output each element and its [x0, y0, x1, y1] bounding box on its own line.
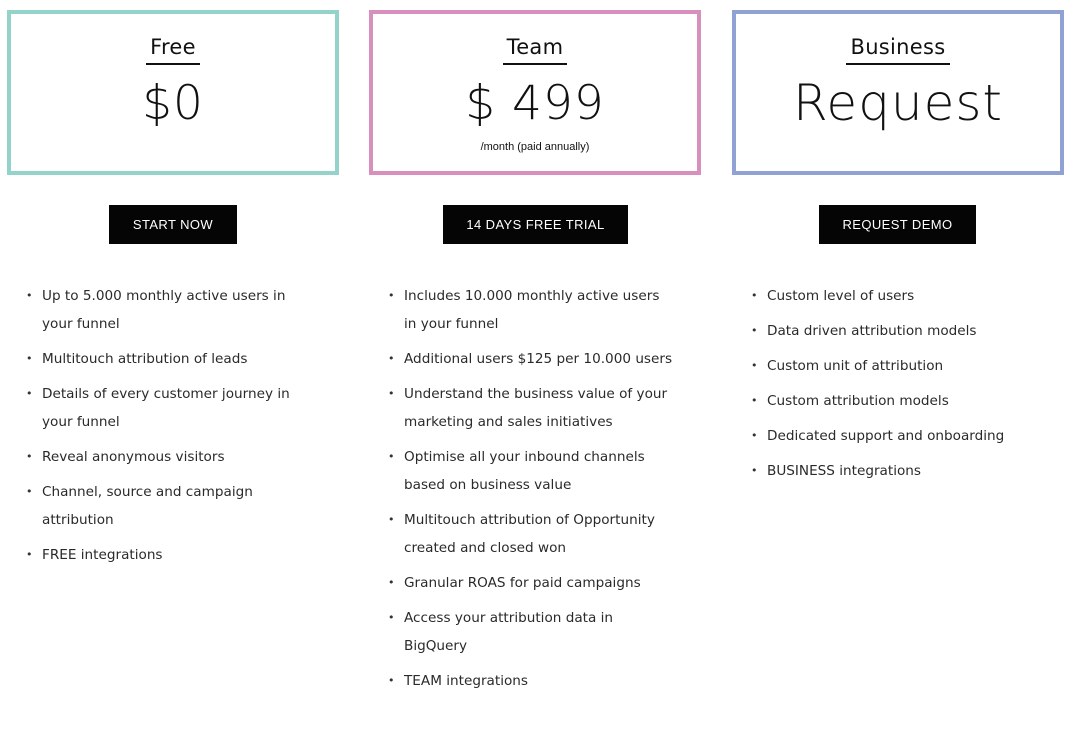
start-now-button[interactable]: START NOW	[109, 205, 237, 244]
feature-item: • Reveal anonymous visitors	[24, 443, 314, 471]
feature-item: • Understand the business value of your marketing and sales initiatives	[386, 380, 676, 436]
feature-item: • BUSINESS integrations	[749, 457, 1039, 485]
feature-list-business	[749, 282, 1039, 492]
plan-title-team: Team	[503, 37, 568, 65]
feature-item: • Channel, source and campaign attribution	[24, 478, 314, 534]
feature-item: • Optimise all your inbound channels based on business value	[386, 443, 676, 499]
plan-price-business: Request	[792, 74, 1004, 132]
plan-price-free: $0	[142, 76, 204, 131]
feature-item: • Additional users $125 per 10.000 users	[386, 345, 676, 373]
feature-item: • Access your attribution data in BigQuery	[386, 604, 676, 660]
feature-item: • Custom attribution models	[749, 387, 1039, 415]
feature-item: • Custom unit of attribution	[749, 352, 1039, 380]
feature-item: • Dedicated support and onboarding	[749, 422, 1039, 450]
feature-item: • Details of every customer journey in your funnel	[24, 380, 314, 436]
feature-item: • Up to 5.000 monthly active users in your funnel	[24, 282, 314, 338]
free-trial-button[interactable]: 14 DAYS FREE TRIAL	[443, 205, 628, 244]
price-note-team: /month (paid annually)	[480, 141, 590, 153]
feature-item: • Includes 10.000 monthly active users in your funnel	[386, 282, 676, 338]
feature-list-team	[386, 282, 676, 702]
feature-item: • Multitouch attribution of leads	[24, 345, 314, 373]
feature-item: • FREE integrations	[24, 541, 314, 569]
plan-title-business: Business	[846, 37, 949, 65]
feature-item: • Multitouch attribution of Opportunity created and closed won	[386, 506, 676, 562]
plan-price-team: $ 499	[465, 76, 605, 131]
request-demo-button[interactable]: REQUEST DEMO	[819, 205, 976, 244]
feature-item: • TEAM integrations	[386, 667, 676, 695]
plan-card-team	[369, 10, 701, 175]
plan-card-business	[732, 10, 1064, 175]
feature-item: • Custom level of users	[749, 282, 1039, 310]
plan-card-free	[7, 10, 339, 175]
feature-item: • Granular ROAS for paid campaigns	[386, 569, 676, 597]
plan-title-free: Free	[146, 37, 200, 65]
feature-item: • Data driven attribution models	[749, 317, 1039, 345]
feature-list-free	[24, 282, 314, 576]
